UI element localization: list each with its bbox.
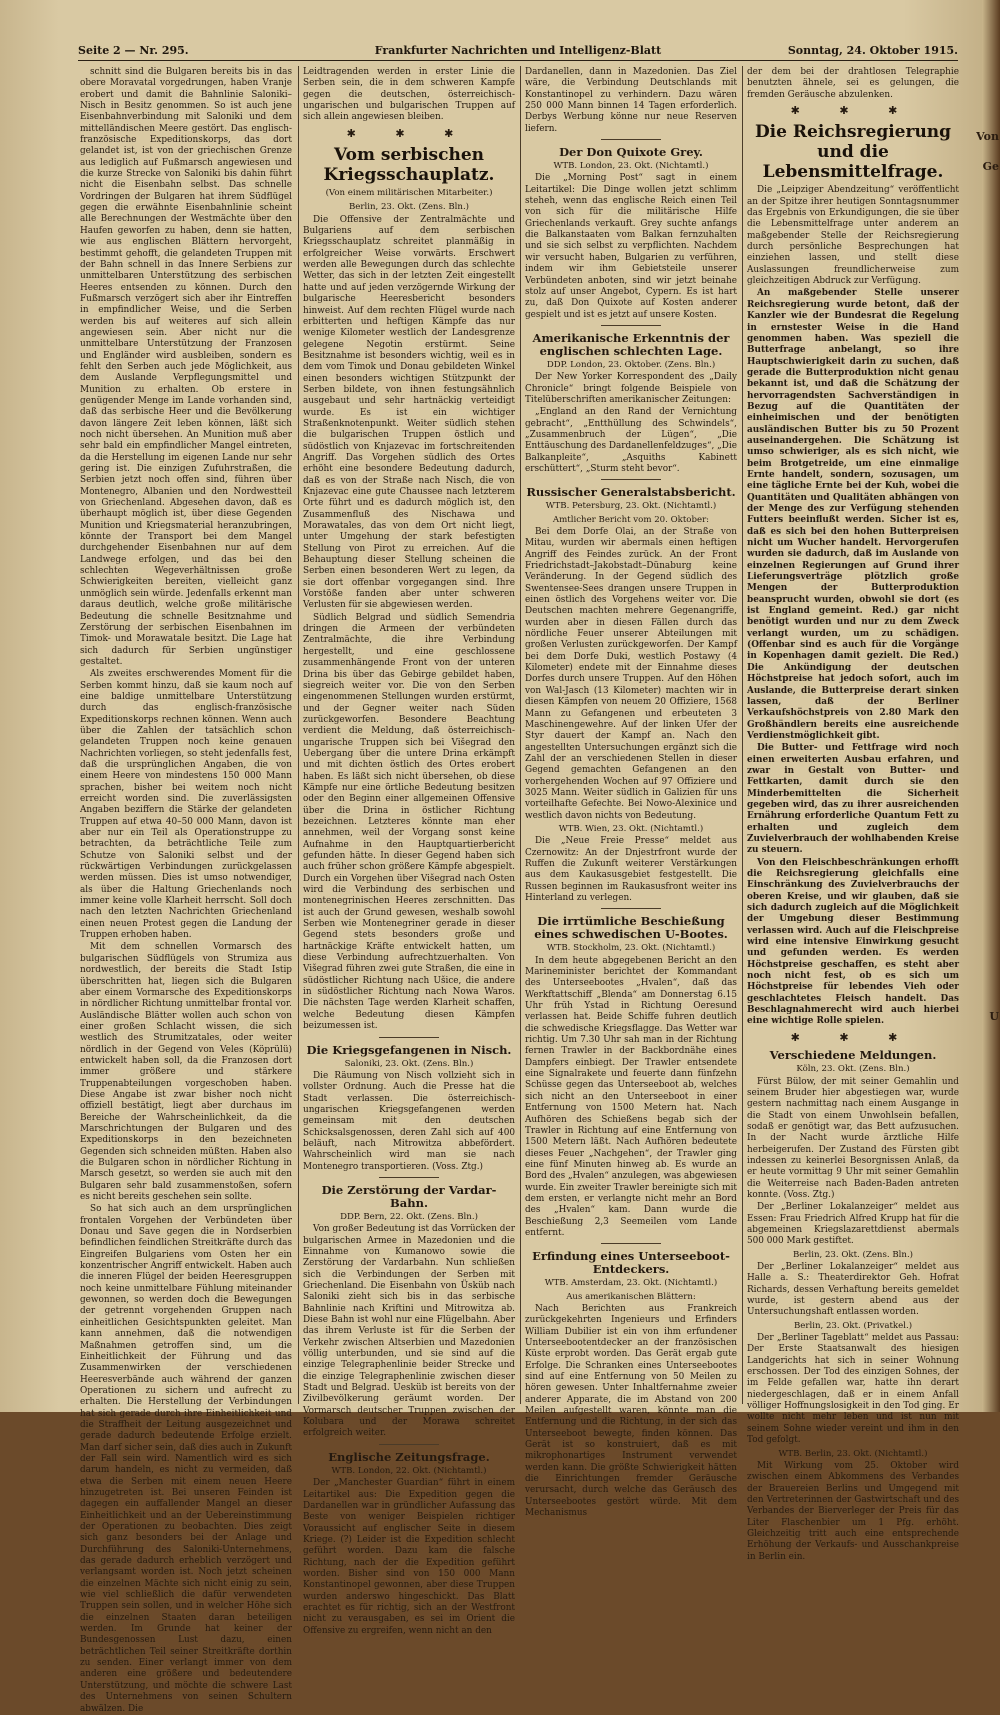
article-paragraph: In dem heute abgegebenen Bericht an den Marineminister berichtet der Kommandant des Unterseebootes „Hvalen“, daß das Werkftattschiff „Blenda“ am Donnerstag 6.15 Uhr früh Ystad in Richtung Oeresund verlassen hat. Beide Schiffe fuhren deutlich die schwedische Kriegsflagge. Das Wetter war richtig. Um 7.30 Uhr sah man in der Richtung fernen Trawler in der Backbordnähe eines Dampfers einbiegt. Der Trawler entsendete eine Signalrakete und feuerte dann fünfzehn Schüsse gegen das Unterseeboot ab, welches sich nicht an den Unterseeboot in einer Entfernung von 1500 Metern hat. Nach Aufhören des Schießens begab sich der Trawler in Richtung auf eine Entfernung von 1500 Metern läßt. Nach Aufhören bedeutete dieses Feuer „Nachgehen“, der Trawler ging eine fünf Minuten hinweg ab. Es wurde an Bord des „Hvalen“ anzulegen, was abgewiesen wurde. Ein zweiter Trawler bereinigte sich mit dem ersten, er verlangte nicht mehr an Bord des „Hvalen“ kam. Dann wurde die Beschießung 2,3 Seemeilen vom Lande entfernt. [525,955,737,1238]
edge-text-fragment: U [989,1010,999,1023]
article-paragraph: Von den Fleischbeschränkungen erhofft die Reichsregierung gleichfalls eine Einschränkung des Zuvielverbrauchs der oberen Kreise, und wir glauben, daß sie sich dadurch zugleich auf die Möglichkeit der Umgebung dieser Bestimmung verlassen wird. Auch auf die Fleischpreise wird eine intensive Einwirkung gesucht und gefunden werden. Es werden Höchstpreise geschaffen, es steht aber noch nicht fest, ob es sich um Höchstpreise für lebendes Vieh oder geschlachtetes Fleisch handelt. Das Beschlagnahmerecht wird auch hierbei eine wichtige Rolle spielen. [747,857,959,1027]
section-stars: ✱ ✱ ✱ [790,1030,916,1044]
headline-american-recognition: Amerikanische Erkenntnis der englischen schlechten Lage. [532,330,730,358]
dateline: Berlin, 23. Okt. (Zens. Bln.) [792,1249,914,1260]
article-paragraph: Die Räumung von Nisch vollzieht sich in vollster Ordnung. Auch die Presse hat die Stadt verlassen. Die österreichisch-ungarischen Kriegsgefangenen werden gemeinsam mit den deutschen Schicksalsgenossen, deren Zahl sich auf 400 beläuft, nach Mitrowitza abbefördert. Wahrscheinlich wird man sie nach Montenegro transportieren. (Voss. Ztg.) [303,1070,515,1172]
dateline: Saloniki, 23. Okt. (Zens. Bln.) [344,1058,474,1069]
article-paragraph: Die „Morning Post“ sagt in einem Leitartikel: Die Dinge wollen jetzt schlimm steheh, wenn das englische Reich einen Teil von sich für die militärische Hilfe Griechenlands verkauft. Grey suchte anfangs die Balkanstaaten vom Balkan fernzuhalten und sie sich selbst zu verpflichten. Nachdem wir versucht haben, Bulgarien zu verführen, indem wir ihm Gebietsteile unserer Verbündeten anboten, sind wir jetzt beinahe stolz auf unser Angebot, Cypern. Es ist hart zu, daß Don Quixote auf Kosten anderer gespielt und ist es jetzt auf unsere Kosten. [525,173,737,320]
column-3 [525,67,737,1519]
column-rule [742,66,743,1404]
dateline: WTB. Wien, 23. Okt. (Nichtamtl.) [558,823,704,834]
dateline: WTB. Amsterdam, 23. Okt. (Nichtamtl.) [544,1278,718,1289]
issue-date: Sonntag, 24. Oktober 1915. [787,44,958,57]
article-paragraph: Die „Leipziger Abendzeitung“ veröffentlicht an der Spitze ihrer heutigen Sonntagsnummer das Ergebnis von Erkundigungen, die sie über die Lebensmittelfrage unter anderem an maßgebender Stelle der Reichsregierung durch persönliche Besprechungen hat einziehen lassen, und stellt diese Auslassungen freundlicherweise zum gleichzeitigen Abdruck zur Verfügung. [747,185,959,287]
article-paragraph: Bei dem Dorfe Olai, an der Straße von Mitau, wurden wir abermals einen heftigen Angriff des Feindes zurück. An der Front Friedrichstadt–Jakobstadt–Dünaburg keine Veränderung. In der Gegend südlich des Swentensee-Sees drangen unsere Truppen in einen östlich des Vorgehens weiter vor. Die Deutschen machten mehrere Gegenangriffe, wurden aber in diesen Fällen durch das nördliche Feuer unserer Abteilungen mit großen Verlusten zurückgeworfen. Der Kampf bei dem Dorfe Duki, westlich Postawy (4 Kilometer) endete mit der Einnahme dieses Dorfes durch unsere Truppen. Auf den Höhen von Wal-Jasch (13 Kilometer) machten wir in diesen Kämpfen von neuem 20 Offiziere, 1568 Mann zu Gefangenen und erbeuteten 3 Maschinengewehre. Auf der linken Ufer der Styr dauert der Kampf an. Nach den angestellten Untersuchungen ergänzt sich die Zahl der an verschiedenen Stellen in dieser Gegend gemachten Gefangenen an den vorhergehenden Wochen auf 97 Offiziere und 3025 Mann. Weiter südlich in Galizien für uns vorteilhafte Gefechte. Bei Nowo-Alexinice und westlich davon nichts von Bedeutung. [525,527,737,821]
divider [601,1243,661,1244]
article-paragraph: Die „Neue Freie Presse“ meldet aus Czernowitz: An der Dnjestrfront wurde der Ruffen die Zukunft weiterer Verstärkungen aus dem Kaukasusgebiet festgestellt. Die Russen beginnen im Raukasusfront weiter ins Hinterland zu verlegen. [525,836,737,903]
headline-english-newspaper-question: Englische Zeitungsfrage. [328,1449,490,1464]
headline-don-quixote-grey: Der Don Quixote Grey. [559,145,703,160]
article-paragraph: Von großer Bedeutung ist das Vorrücken der bulgarischen Armee in Mazedonien und die Einnahme von Kumanowo sowie die Zerstörung der Vardarbahn. Nun schließen sich die Verbindungen der Serben mit Griechenland. Die Eisenbahn von Üsküb nach Saloniki zieht sich bis in das serbische Bahnlinie nach Kriftini und Mitrowitza ab. Diese Bahn ist wohl nur eine Flügelbahn. Aber das ihrem Verluste ist für die Serben der Verkehr zwischen Altserbien und Mazedonien völlig unterbunden, und sie sind auf die einzige Telegraphenlinie beider Strecke und die einzige Telegraphenlinie zwischen dieser Stadt und Belgrad. Uesküb ist bereits von der Zivilbevölkerung geräumt worden. Der Vormarsch deutscher Truppen zwischen der Kolubara und der Morawa schreitet erfolgreich weiter. [303,1224,515,1439]
headline-russian-general-staff: Russischer Generalstabsbericht. [526,485,736,500]
column-rule [520,66,521,1404]
page-number: Seite 2 — Nr. 295. [78,44,189,57]
divider [379,1037,439,1038]
article-paragraph: Dardanellen, dann in Mazedonien. Das Ziel wäre, die Verbindung Deutschlands mit Konstantinopel zu verhindern. Dazu wären 250 000 Mann binnen 14 Tagen erforderlich. Derbys Werbung könne nur neue Reserven liefern. [525,67,737,134]
article-paragraph: Südlich Belgrad und südlich Semendria dringen die Armeen der verbündeten Zentralmächte, die ihre Verbindung hergestellt, und eine geschlossene zusammenhängende Front von der unteren Drina bis über das Gebirge gebildet haben, siegreich weiter vor. Die von den Serben eingenommenen Stellungen wurden erstürmt, und der Gegner weiter nach Süden zurückgeworfen. Besondere Beachtung verdient die Meldung, daß österreichisch-ungarische Truppen sich bei Višegrad den Uebergang über die untere Drina erkämpft und mit dichten östlich des Ortes erobert haben. Es läßt sich nicht übersehen, ob diese Kämpfe nur eine örtliche Bedeutung besitzen oder den Beginn einer allgemeinen Offensive über die Drina in östlicher Richtung bezeichnen. Letzteres könnte man eher annehmen, weil der Vorgang sonst keine Aufnahme in den Hauptquartierbericht gefunden hätte. In dieser Gegend haben sich auch früher schon größere Kämpfe abgespielt. Durch ein Vorgehen über Višegrad nach Osten wird die Verbindung des serbischen und montenegrinischen Heeres zerschnitten. Das ist auch der Grund gewesen, weshalb sowohl Serben wie Montenegriner gerade in dieser Gegend stets besonders große und hartnäckige Kräfte entwickelt hatten, um diese Verbindung aufrechtzuerhalten. Von Višegrad führen zwei gute Straßen, die eine in südöstlicher Richtung nach Ušice, die andere in südöstlicher Richtung nach Nowa Waros. Die nächsten Tage werden Klarheit schaffen, welche Bedeutung diesen Kämpfen beizumessen ist. [303,612,515,1032]
dateline: DDP. London, 23. Oktober. (Zens. Bln.) [546,359,716,370]
headline-prisoners-nisch: Die Kriegsgefangenen in Nisch. [306,1042,512,1057]
dateline: Berlin, 23. Okt. (Zens. Bln.) [348,202,470,213]
headline-miscellaneous-reports: Verschiedene Meldungen. [769,1048,937,1063]
article-paragraph: Mit dem schnellen Vormarsch des bulgarischen Südflügels von Strumiza aus nordwestlich, der bereits die Stadt Istip überschritten hat, liegen sich die Bulgaren aber einem Vormarsche des Expeditionskorps in nördlicher Richtung unmittelbar frontal vor. Ausländische Blätter wollen auch schon von einer großen Schlacht wissen, die sich westlich des Strumitzatales, oder weiter nördlich in der Gegend von Veles (Köprülü) entwickelt haben soll, da die Franzosen dort immer größere und stärkere Truppenabteilungen vorgeschoben haben. Diese Angabe ist zwar bisher noch nicht offiziell bestätigt, liegt aber durchaus im Bereiche der Wahrscheinlichkeit, da die Marschrichtungen der Bulgaren und des Expeditionskorps in den bezeichneten Gegenden sich schneiden müßten. Haben also die Bulgaren schon in nördlicher Richtung in Marsch gesetzt, so werden sie auch mit den Bulgaren sehr bald zusammenstoßen, sofern es nicht bereits geschehen sein sollte. [80,942,292,1203]
dateline: WTB. London, 22. Okt. (Nichtamtl.) [331,1465,487,1476]
article-paragraph: Der „Berliner Tageblatt“ meldet aus Passau: Der Erste Staatsanwalt des hiesigen Landgerichts hat sich in seiner Wohnung erschossen. Der Tod des einzigen Sohnes, der im Felde gefallen war, hatte ihn derart niedergeschlagen, daß er in einem Anfall völliger Hoffnungslosigkeit in den Tod ging. Er wollte nicht mehr leben und ist nun mit seinem Sohne wieder vereint und ihm in den Tod gefolgt. [747,1333,959,1446]
article-paragraph: Der „Berliner Lokalanzeiger“ meldet aus Essen: Frau Friedrich Alfred Krupp hat für die abgemeinen Kriegslazarettdienst abermals 500 000 Mark gestiftet. [747,1202,959,1247]
adjacent-page-edge [976,0,1000,1412]
dateline: WTB. Stockholm, 23. Okt. (Nichtamtl.) [546,943,716,954]
dateline: Köln, 23. Okt. (Zens. Bln.) [796,1064,910,1075]
divider [601,139,661,140]
article-paragraph: Mit Wirkung vom 25. Oktober wird zwischen einem Abkommens des Verbandes der Brauereien Berlins und Umgegend mit den Vertreterinnen der Gastwirtschaft und des Verbandes der Bierverleger der Preis für das Liter Flaschenbier um 1 Pfg. erhöht. Gleichzeitig tritt auch eine entsprechende Erhöhung der Verkaufs- und Ausschankpreise in Berlin ein. [747,1460,959,1562]
article-paragraph: Die Butter- und Fettfrage wird noch einen erweiterten Ausbau erfahren, und zwar in Gestalt von Butter- und Fettkarten, damit durch sie den Minderbemittelten die Sicherheit gegeben wird, das zu ihrer ausreichenden Ernährung erforderliche Quantum Fett zu erhalten und zugleich dem Zuvielverbrauch der wohlhabenden Kreise zu steuern. [747,743,959,856]
headline-swedish-submarine: Die irrtümliche Beschießung eines schwedischen U-Bootes. [534,914,728,942]
article-paragraph: schnitt sind die Bulgaren bereits bis in das obere Moravatal vorgedrungen, haben Vranje erobert und damit die Bahnlinie Saloniki–Nisch in Besitz genommen. So ist auch jene Eisenbahnverbindung mit Saloniki und dem mittelländischen Meere gestört. Das englisch-französische Expeditionskorps, das dort gelandet ist, ist von der griechischen Grenze aus lediglich auf Fußmarsch angewiesen und die kurze Strecke von Saloniki bis dahin führt nicht die Eisenbahn selbst. Das schnelle Vordringen der Bulgaren hat ihrem Südflügel gegen die erwähnte Eisenbahnlinie scheint alle Berechnungen der Westmächte über den Haufen geworfen zu haben, denn sie hatten, wie aus englischen Blättern hervorgeht, bestimmt gehofft, die gelandeten Truppen mit der Bahn schnell in das Innere Serbiens zur unmittelbaren Unterstützung des serbischen Heeres entsenden zu können. Durch den Fußmarsch verzögert sich aber ihr Eintreffen in empfindlicher Weise, und die Serben werden bis auf weiteres auf sich allein angewiesen sein. Aber nicht nur die unmittelbare Unterstützung der Franzosen und Engländer wird ausbleiben, sondern es fehlt den Serben auch jede Möglichkeit, aus dem Auslande Verpflegungsmittel und Munition zu erhalten. Ob erstere in genügender Menge im Lande vorhanden sind, daß das serbische Heer und die Bevölkerung davon längere Zeit leben können, läßt sich noch nicht übersehen. An Munition muß aber sehr bald ein empfindlicher Mangel eintreten, da die Herstellung im eigenen Lande nur sehr gering ist. Die einzigen Zufuhrstraßen, die Serbien jetzt noch offen sind, führen über Montenegro, Albanien und den Nordwestteil von Griechenland. Abgesehen davon, daß es überhaupt möglich ist, über diese Gegenden Munition und Kriegsmaterial heranzubringen, könnte der Transport bei dem Mangel durchgehender Eisenbahnen nur auf dem Landwege erfolgen, und das bei den schlechten Wegeverhältnissen große Schwierigkeiten bereiten, vielleicht ganz unmöglich sein würde. Jedenfalls erkennt man daraus deutlich, welche große militärische Bedeutung die schnelle Besitznahme und Zerstörung der serbischen Eisenbahnen im Timok- und Morawatale besitzt. Die Lage hat sich dadurch für Serbien ungünstiger gestaltet. [80,67,292,667]
column-4 [747,67,959,1562]
article-paragraph: An maßgebender Stelle unserer Reichsregierung wurde betont, daß der Kanzler wie der Bundesrat die Regelung in ernstester Weise in die Hand genommen haben. Was speziell die Butterfrage anbelangt, so ihre Hauptschwierigkeit darin zu suchen, daß gerade die Butterproduktion nicht genau bekannt ist, und daß die Schätzung der hervorragendsten Sachverständigen in Bezug auf die Quantitäten der einheimischen und der benötigten ausländischen Butter bis zu 50 Prozent auseinandergehen. Die Schätzung ist umso schwieriger, als es sich nicht, wie beim Brotgetreide, um eine einmalige Ernte handelt, sondern, sozusagen, um eine tägliche Ernte bei der Kuh, wobei die Quantitäten und Qualitäten abhängen von der Menge des zur Verfügung stehenden Futters beeinflußt werden. Sicher ist es, daß es sich bei den hohen Butterpreisen nicht um Wucher handelt. Hervorgerufen wurden sie dadurch, daß im Auslande von einzelnen Regierungen auf Grund ihrer Lieferungsverträge plötzlich große Mengen der Butterproduktion beansprucht wurden, obwohl sie dort (es ist England gemeint. Red.) gar nicht benötigt wurden und nur zu dem Zweck verlangt wurden, um zu schädigen. (Offenbar sind es auch für die Vorgänge in Kopenhagen damit gezielt. Die Red.) Die Ankündigung der deutschen Höchstpreise hat jedoch sofort, auch im Auslande, die Butterpreise derart sinken lassen, daß der Berliner Verkaufshöchstpreis von 2.80 Mark den Großhändlern bereits eine ausreichende Verdienstmöglichkeit gibt. [747,288,959,741]
article-paragraph: Nach Berichten aus Frankreich zurückgekehrten Ingenieurs und Erfinders William Dubilier ist ein von ihm erfundener Unterseebootentdecker an der französischen Küste erprobt worden. Das Gerät ergab gute Erfolge. Die Schranken eines Unterseebootes sind auf eine Entfernung von 50 Meilen zu hören gewesen. Unter Inhaltfernahme zweier anderer Apparate, die im Abstand von 200 Meilen aufgestellt waren, könnte man die Entfernung und die Richtung, in der sich das Unterseeboot bewegte, finden können. Das Gerät ist so konstruiert, daß es mit mikrophonartiges Instrument verwendet werden kann. Die größte Schwierigkeit hätten die Einrichtungen fremder Geräusche verursacht, durch welche das Geräusch des Unterseebootes gestört würde. Mit dem Mechanismus [525,1303,737,1519]
column-1 [80,67,292,1714]
article-paragraph: Als zweites erschwerendes Moment für die Serben kommt hinzu, daß sie kaum noch auf eine baldige unmittelbare Unterstützung durch das englisch-französische Expeditionskorps rechnen können. Wenn auch über die Zahlen der tatsächlich schon gelandeten Truppen noch keine genauen Nachrichten vorliegen, so steht jedenfalls fest, daß die ursprünglichen Angaben, die von einem Heere von mindestens 150 000 Mann sprachen, bisher bei weitem noch nicht erreicht worden sind. Die zuverlässigsten Angaben beziffern die Stärke der gelandeten Truppen auf etwa 40–50 000 Mann, davon ist aber nur ein Teil als Operationstruppe zu betrachten, da beträchtliche Teile zum Schutze von Saloniki selbst und der rückwärtigen Verbindungen zurückgelassen werden müssen. Dies ist umso notwendiger, als über die Haltung Griechenlands noch immer keine volle Klarheit herrscht. Soll doch nach den letzten Nachrichten Griechenland einen neuen Protest gegen die Landung der Truppen erhoben haben. [80,669,292,941]
article-paragraph: Die Offensive der Zentralmächte und Bulgariens auf dem serbischen Kriegsschauplatz schreitet planmäßig in erfolgreicher Weise vorwärts. Erschwert werden alle Bewegungen durch das schlechte Wetter, das sich in der letzten Zeit eingestellt hatte und auf jeden verzögernde Wirkung der bulgarische Heeresbericht besonders hinweist. Auf dem rechten Flügel wurde nach erbitterten und heftigen Kämpfe das nur wenige Kilometer westlich der Landesgrenze gelegene Negotin erstürmt. Seine Besitznahme ist besonders wichtig, weil es in dem vom Timok und Donau gebildeten Winkel einen besonders wichtigen Stützpunkt der Serben bildete, von ihnen festungsähnlich ausgebaut und sehr hartnäckig verteidigt wurde. Es ist ein wichtiger Straßenknotenpunkt. Weiter südlich stehen die bulgarischen Truppen östlich und südöstlich von Knjazevac im fortschreitenden Angriff. Das Vorgehen südlich des Ortes erhöht eine besondere Bedeutung dadurch, daß es von der Straße nach Nisch, die von Knjazevac eine gute Chaussee nach letzterem Orte führt und es dadurch möglich ist, den Zusammenfluß des Nischawa und Morawatales, das von dem Ort nicht liegt, unter Umgehung der stark befestigten Stellung von Pirot zu erreichen. Auf die Behauptung dieser Stellung scheinen die Serben einen besonderen Wert zu legen, da sie dort offenbar vorgegangen sind. Ihre Vorstöße fanden aber unter schweren Verlusten für sie abgewiesen werden. [303,214,515,611]
dateline: WTB. London, 23. Okt. (Nichtamtl.) [553,161,709,172]
headline-vardar-railway: Die Zerstörung der Vardar-Bahn. [321,1182,497,1210]
byline: (Von einem militärischen Mitarbeiter.) [325,188,493,199]
edge-text-fragment: Ge [982,160,999,173]
masthead [78,44,958,61]
dateline: Berlin, 23. Okt. (Privatkel.) [793,1320,913,1331]
newspaper-title: Frankfurter Nachrichten und Intelligenz-Blatt [374,44,662,57]
article-paragraph: Der New Yorker Korrespondent des „Daily Chronicle“ bringt folgende Beispiele von Titelüberschriften amerikanischer Zeitungen: [525,372,737,405]
article-paragraph: Leidtragenden werden in erster Linie die Serben sein, die in dem schweren Kampfe gegen die deutschen, österreichisch-ungarischen und bulgarischen Truppen auf sich allein angewiesen bleiben. [303,67,515,123]
article-paragraph: Der „Manchester Guardian“ führt in einem Leitartikel aus: Die Expedition gegen die Dardanellen war in gründlicher Aufassung das Beste von weniger Beispielen richtiger Voraussicht auf englischer Seite in diesem Kriege. (?) Leider ist die Expedition schlecht geführt worden. Dazu kam die falsche Richtung, nach der die Expedition geführt worden. Bisher sind von 150 000 Mann Konstantinopel gewonnen, aber diese Truppen wurden anderswo hingeschickt. Das Blatt erachtet es für richtig, sich an der Westfront nicht zu verausgaben, es sei im Orient die Offensive zu ergreifen, wenn nicht an den [303,1478,515,1636]
report-lead: Aus amerikanischen Blättern: [566,1291,696,1302]
headline-reich-government-food: Die Reichsregierung und die Lebensmittelfrage. [754,122,952,183]
dateline: WTB. Petersburg, 23. Okt. (Nichtamtl.) [545,501,717,512]
edge-text-fragment: Von [976,130,999,143]
section-stars: ✱ ✱ ✱ [346,126,472,140]
report-lead: Amtlicher Bericht vom 20. Oktober: [552,514,710,525]
divider [379,1177,439,1178]
article-paragraph: der dem bei der drahtlosen Telegraphie benutzten ähnele, sei es gelungen, die fremden Geräusche abzulenken. [747,67,959,100]
article-paragraph: Der „Berliner Lokalanzeiger“ meldet aus Halle a. S.: Theaterdirektor Geh. Hofrat Richards, dessen Verhaftung bereits gemeldet wurde, ist gestern abend aus der Untersuchungshaft entlassen worden. [747,1262,959,1318]
divider [601,325,661,326]
divider [379,1444,439,1445]
dateline: DDP. Bern, 22. Okt. (Zens. Bln.) [340,1211,478,1222]
column-2 [303,67,515,1636]
section-stars: ✱ ✱ ✱ [790,104,916,118]
article-paragraph: So hat sich auch an dem ursprünglichen frontalen Vorgehen der Verbündeten über Donau und Save gegen die in Nordserbien befindlichen feindlichen Streitkräfte durch das Eingreifen Bulgariens vom Osten her ein konzentrischer Angriff entwickelt. Haben auch die inneren Flügel der beiden Heeresgruppen noch keine unmittelbare Fühlung miteinander gewonnen, so werden doch die Bewegungen der getrennt vorgehenden Gruppen nach einheitlichen Gesichtspunkten geleitet. Man kann annehmen, daß die notwendigen Maßnahmen getroffen sind, um die Einheitlichkeit der Führung und das Zusammenwirken der verschiedenen Heeresverbände auch während der ganzen Operationen zu sichern und aufrecht zu erhalten. Die Herstellung der Verbindungen hat sich gerade durch ihre Einheitlichkeit und die Straffheit der Leitung ausgezeichnet und gerade dadurch bedeutende Erfolge erzielt. Man darf sicher sein, daß dies auch in Zukunft der Fall sein wird. Namentlich wird es sich darum handeln, es nicht zu vermeiden, daß etwa die Serben mit einem neuen Heere hinzugetreten ist. Bei unseren Feinden ist dagegen ein auffallender Mangel an dieser Einheitlichkeit und an der Uebereinstimmung der Operationen zu beobachten. Dies zeigt sich ganz besonders bei der Anlage und Durchführung des Saloniki-Unternehmens, das gerade dadurch erheblich verzögert und verlangsamt worden ist. Noch jetzt scheinen die einzelnen Mächte sich nicht einig zu sein, wie viel schließlich die dafür verwendeten Truppen sein sollen, und in welcher Höhe sich die einzelnen Staaten daran beteiligen werden. Im Grunde hat keiner der Bundesgenossen Lust dazu, einen beträchtlichen Teil seiner Streitkräfte dorthin zu senden. Einer verlangt immer von dem anderen eine größere und bedeutendere Unterstützung, und möchte die schwere Last des Unternehmens von seinen Schultern abwälzen. Die [80,1204,292,1714]
divider [601,479,661,480]
headline-serbian-war-theatre: Vom serbischen Kriegsschauplatz. [323,145,495,186]
divider [601,908,661,909]
column-rule [298,66,299,1404]
dateline: WTB. Berlin, 23. Okt. (Nichtamtl.) [778,1448,928,1459]
headline-submarine-detector: Erfindung eines Unterseeboot-Entdeckers. [532,1249,730,1277]
article-paragraph: Fürst Bülow, der mit seiner Gemahlin und seinem Bruder hier abgestiegen war, wurde gestern nachmittag nach einem Ausgange in die Stadt von einem Unwohlsein befallen, sodaß er genötigt war, das Bett aufzusuchen. In der Nacht wurde ärztliche Hilfe herbeigerufen. Der Zustand des Fürsten gibt indessen zu keinerlei Besorgnissen Anlaß, da er heute vormittag 9 Uhr mit seiner Gemahlin die Weiterreise nach Baden-Baden antreten konnte. (Voss. Ztg.) [747,1076,959,1200]
article-paragraph: „England an den Rand der Vernichtung gebracht“, „Entthüllung des Schwindels“, „Zusammenbruch der Lügen“, „Die Enttäuschung des Dardanellenfeldzuges“, „Die Balkanpleite“, „Asquiths Kabinett erschüttert“, „Sturm steht bevor“. [525,407,737,474]
